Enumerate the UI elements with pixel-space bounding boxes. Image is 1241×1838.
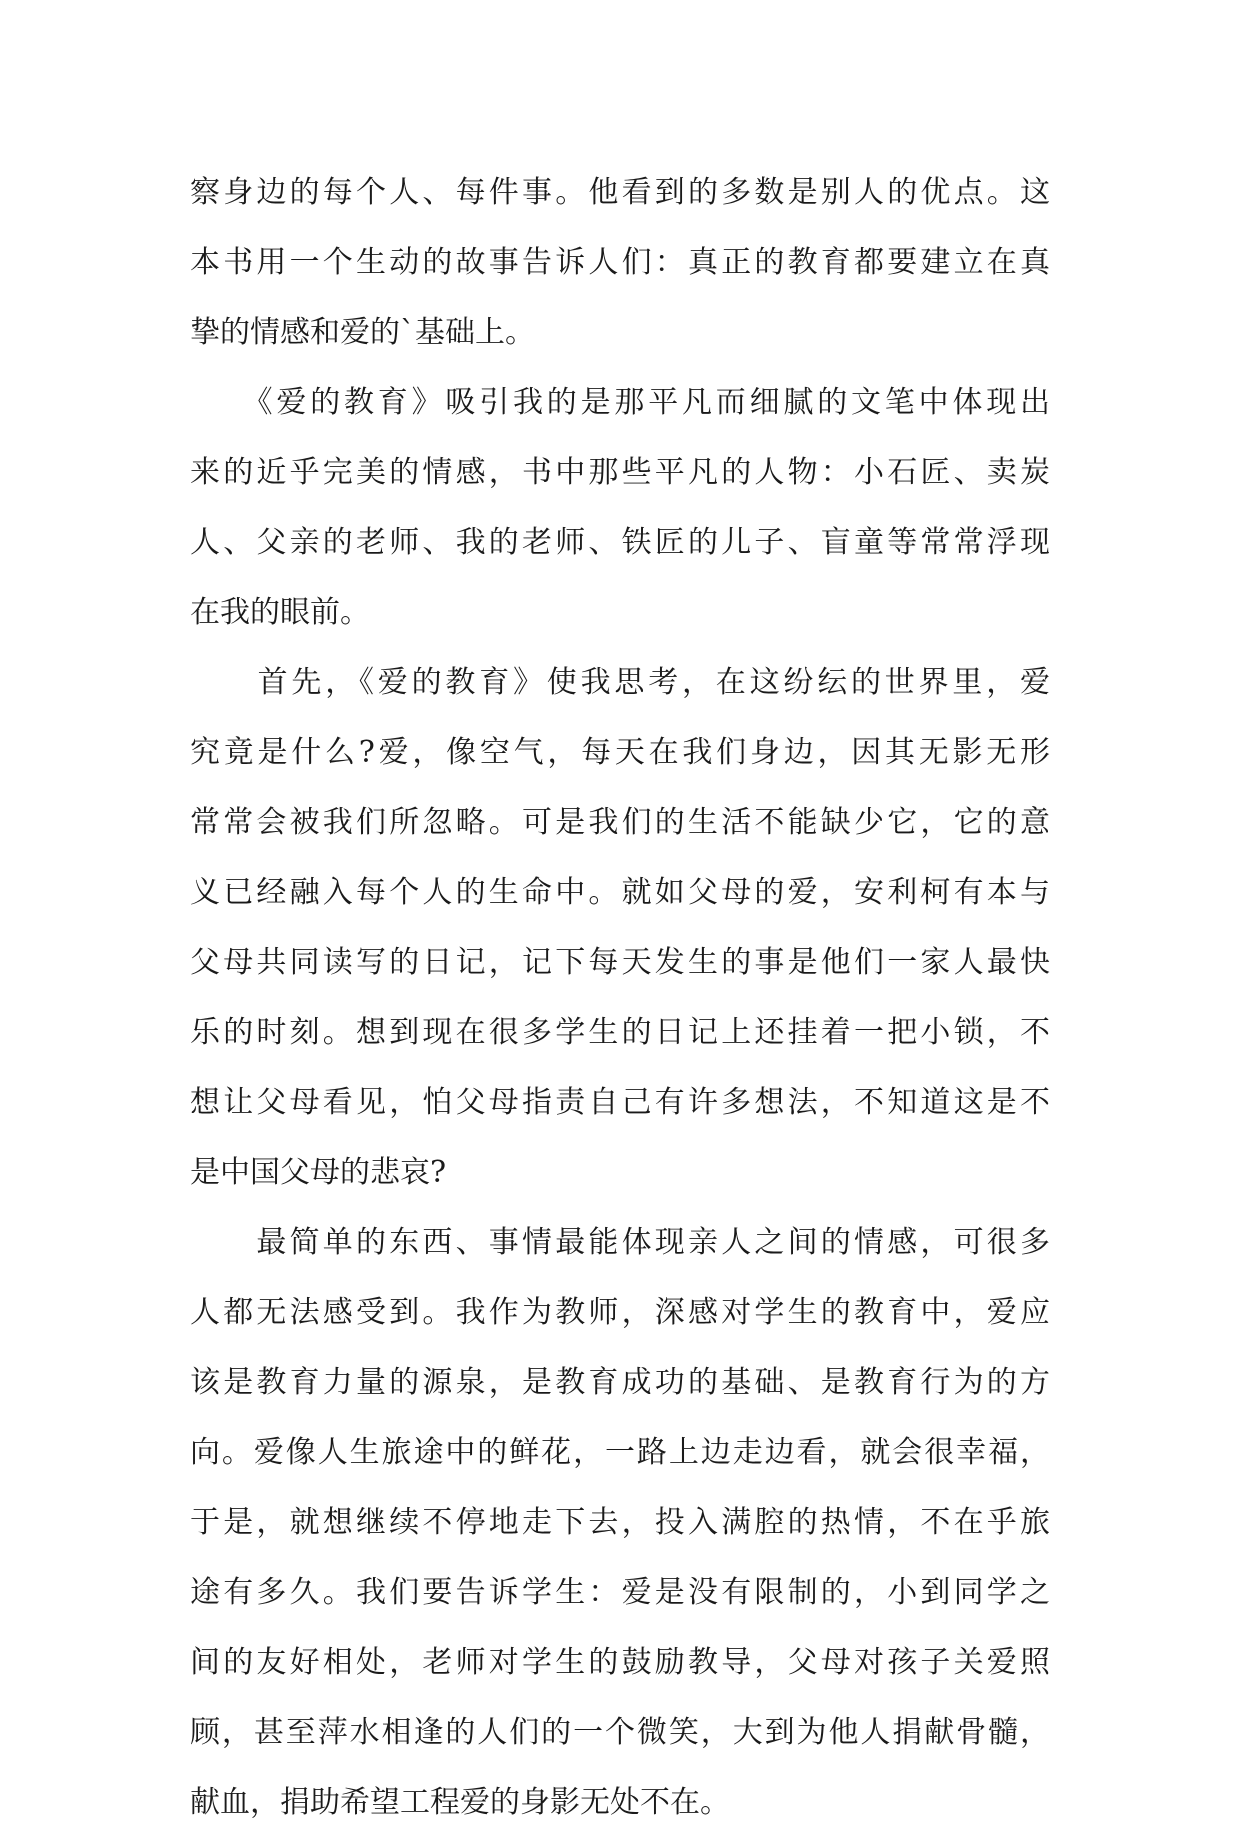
text-line: 途有多久。我们要告诉学生：爱是没有限制的，小到同学之 — [190, 1575, 1050, 1610]
text-line: 乐的时刻。想到现在很多学生的日记上还挂着一把小锁，不 — [190, 1015, 1050, 1050]
text-line: 间的友好相处，老师对学生的鼓励教导，父母对孩子关爱照 — [190, 1645, 1050, 1680]
paragraph-4 — [190, 1208, 1050, 1838]
text-line: 常常会被我们所忽略。可是我们的生活不能缺少它，它的意 — [190, 805, 1050, 840]
text-line: 于是，就想继续不停地走下去，投入满腔的热情，不在乎旅 — [190, 1505, 1050, 1540]
text-line: 义已经融入每个人的生命中。就如父母的爱，安利柯有本与 — [190, 875, 1050, 910]
text-line: 人、父亲的老师、我的老师、铁匠的儿子、盲童等常常浮现 — [190, 525, 1050, 560]
text-line: 是中国父母的悲哀? — [190, 1155, 447, 1190]
text-line: 最简单的东西、事情最能体现亲人之间的情感，可很多 — [190, 1225, 1050, 1260]
text-line: 想让父母看见，怕父母指责自己有许多想法，不知道这是不 — [190, 1085, 1050, 1120]
text-line: 在我的眼前。 — [190, 595, 370, 630]
text-line: 察身边的每个人、每件事。他看到的多数是别人的优点。这 — [190, 175, 1050, 210]
text-line: 向。爱像人生旅途中的鲜花，一路上边走边看，就会很幸福， — [190, 1435, 1050, 1470]
text-line: 挚的情感和爱的`基础上。 — [190, 315, 535, 350]
text-line: 父母共同读写的日记，记下每天发生的事是他们一家人最快 — [190, 945, 1050, 980]
paragraph-3 — [190, 648, 1050, 1208]
text-line: 《爱的教育》吸引我的是那平凡而细腻的文笔中体现出 — [190, 385, 1050, 420]
text-line: 来的近乎完美的情感，书中那些平凡的人物：小石匠、卖炭 — [190, 455, 1050, 490]
paragraph-2 — [190, 368, 1050, 648]
text-line: 本书用一个生动的故事告诉人们：真正的教育都要建立在真 — [190, 245, 1050, 280]
text-line: 顾，甚至萍水相逢的人们的一个微笑，大到为他人捐献骨髓， — [190, 1715, 1050, 1750]
paragraph-1 — [190, 158, 1050, 368]
text-line: 该是教育力量的源泉，是教育成功的基础、是教育行为的方 — [190, 1365, 1050, 1400]
document-page — [190, 158, 1050, 1838]
text-line: 首先，《爱的教育》使我思考，在这纷纭的世界里，爱 — [190, 665, 1050, 700]
text-line: 究竟是什么?爱，像空气，每天在我们身边，因其无影无形 — [190, 735, 1050, 770]
text-line: 献血，捐助希望工程爱的身影无处不在。 — [190, 1785, 730, 1820]
text-line: 人都无法感受到。我作为教师，深感对学生的教育中，爱应 — [190, 1295, 1050, 1330]
